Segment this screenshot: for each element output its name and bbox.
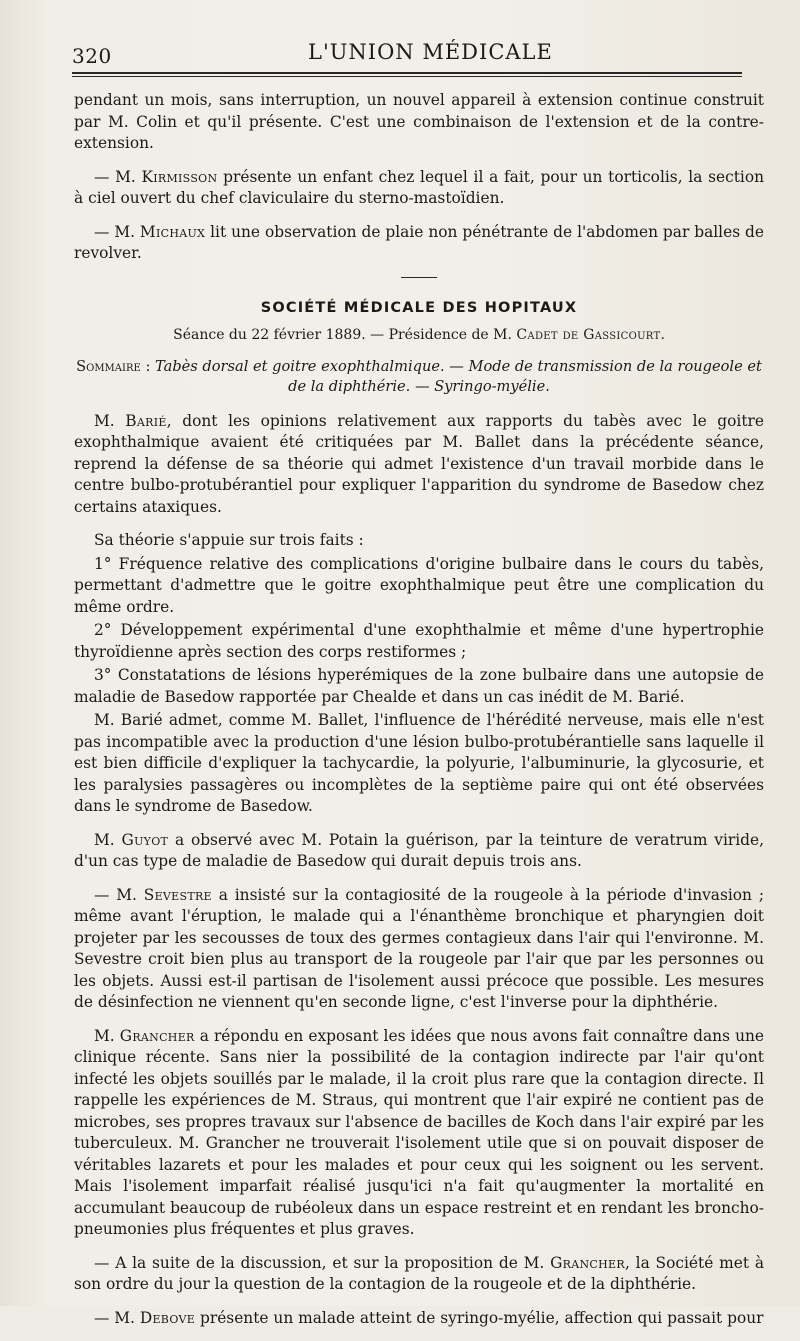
paragraph-motion: — A la suite de la discussion, et sur la proposition de M. Grancher, la Société met à son ordre du jour la question de la contagion de la rougeole et de la diphthérie.	[74, 1253, 764, 1293]
paragraph-sevestre: — M. Sevestre a insisté sur la contagiosité de la rougeole à la période d'invasion ; même avant l'éruption, le malade qui a l'énanthème bronchique et pharyngien doit projeter par les secousses de toux des germes contagieux dans l'air qui l'environne. M. Sevestre croit bien plus au transport de la rougeole par l'air que par les personnes ou les objets. Aussi est-il partisan de l'isolement aussi précoce que possible. Les mesures de désinfection ne viennent qu'en seconde ligne, c'est l'inverse pour la diphthérie.	[74, 885, 764, 1011]
speaker-name: Debove	[139, 1308, 196, 1327]
paragraph-kirmisson: — M. Kirmisson présente un enfant chez lequel il a fait, pour un torticolis, la section à ciel ouvert du chef claviculaire du sterno-mastoïdien.	[74, 167, 764, 207]
paragraph-guyot: M. Guyot a observé avec M. Potain la guérison, par la teinture de veratrum viride, d'un cas type de maladie de Basedow qui durait depuis trois ans.	[74, 830, 764, 870]
list-item-fact-1: 1° Fréquence relative des complications d'origine bulbaire dans le cours du tabès, permettant d'admettre que le goitre exophthalmique peut être une complication du même ordre.	[74, 554, 764, 616]
paragraph-barie-intro: M. Barié, dont les opinions relativement aux rapports du tabès avec le goitre exophthalmique avaient été critiquées par M. Ballet dans la précédente séance, reprend la défense de sa théorie qui admet l'existence d'un travail morbide dans le centre bulbo-protubérantiel pour expliquer l'apparition du syndrome de Basedow chez certains ataxiques.	[74, 411, 764, 516]
header-rule-thin	[72, 76, 742, 77]
paragraph-grancher: M. Grancher a répondu en exposant les idées que nous avons fait connaître dans une clinique récente. Sans nier la possibilité de la contagion indirecte par l'air qu'ont infecté les objets souillés par le malade, il la croit plus rare que la contagion directe. Il rappelle les expériences de M. Straus, qui montrent que l'air expiré ne contient pas de microbes, ses propres travaux sur l'absence de bacilles de Koch dans l'air expiré par les tuberculeux. M. Grancher ne trouverait l'isolement utile que si on pouvait disposer de véritables lazarets et pour les malades et pour ceux qui les soignent ou les servent. Mais l'isolement imparfait réalisé jusqu'ici n'a fait qu'augmenter la mortalité en accumulant beaucoup de rubéoleux dans un espace restreint et en rendant les broncho-pneumonies plus fréquentes et plus graves.	[74, 1026, 764, 1238]
paragraph-barie-heredity: M. Barié admet, comme M. Ballet, l'influence de l'hérédité nerveuse, mais elle n'est pas incompatible avec la production d'une lésion bulbo-protubérantielle sans laquelle il est bien difficile d'expliquer la tachycardie, la polyurie, l'albuminurie, la glycosurie, et les paralysies passagères ou incomplètes de la septième paire qui ont été observées dans le syndrome de Basedow.	[74, 711, 764, 815]
page-number: 320	[72, 44, 112, 68]
running-title: L'UNION MÉDICALE	[308, 40, 553, 64]
speaker-name: Sevestre	[143, 885, 212, 904]
paragraph-michaux: — M. Michaux lit une observation de plaie non pénétrante de l'abdomen par balles de revolver.	[74, 222, 765, 262]
speaker-name: Grancher	[550, 1253, 625, 1272]
summary-items: Tabès dorsal et goitre exophthalmique. — Mode de transmission de la rougeole et de la diphthérie. — Syringo-myélie.	[155, 357, 762, 395]
paragraph-barie-facts-intro: Sa théorie s'appuie sur trois faits :	[94, 531, 364, 549]
session-line: Séance du 22 février 1889. — Présidence de M. Cadet de Gassicourt.	[173, 327, 665, 343]
list-item-fact-3: 3° Constatations de lésions hyperémiques de la zone bulbaire dans une autopsie de maladie de Basedow rapportée par Chealde et dans un cas inédit de M. Barié.	[74, 666, 764, 706]
president-name: Cadet de Gassicourt	[516, 327, 661, 343]
list-item-fact-2: 2° Développement expérimental d'une exophthalmie et même d'une hypertrophie thyroïdienne après section des corps restiformes ;	[74, 621, 764, 661]
summary-label: Sommaire	[76, 357, 141, 375]
speaker-name: Kirmisson	[141, 167, 218, 186]
speaker-name: Grancher	[119, 1026, 195, 1045]
paragraph-colin-apparatus: pendant un mois, sans interruption, un nouvel appareil à extension continue construit par M. Colin et qu'il présente. C'est une combinaison de l'extension et de la contre-extension.	[74, 91, 764, 152]
paragraph-debove: — M. Debove présente un malade atteint de syringo-myélie, affection qui passait pour	[94, 1308, 764, 1327]
article-body	[74, 90, 764, 1341]
section-divider	[401, 277, 437, 278]
speaker-name: Michaux	[139, 222, 206, 241]
header-rule	[72, 72, 742, 74]
speaker-name: Barié	[125, 411, 167, 430]
section-heading: SOCIÉTÉ MÉDICALE DES HOPITAUX	[260, 299, 578, 316]
speaker-name: Guyot	[121, 830, 169, 849]
session-summary: Sommaire : Tabès dorsal et goitre exophthalmique. — Mode de transmission de la rougeole et de la diphthérie. — Syringo-myélie.	[76, 357, 762, 395]
